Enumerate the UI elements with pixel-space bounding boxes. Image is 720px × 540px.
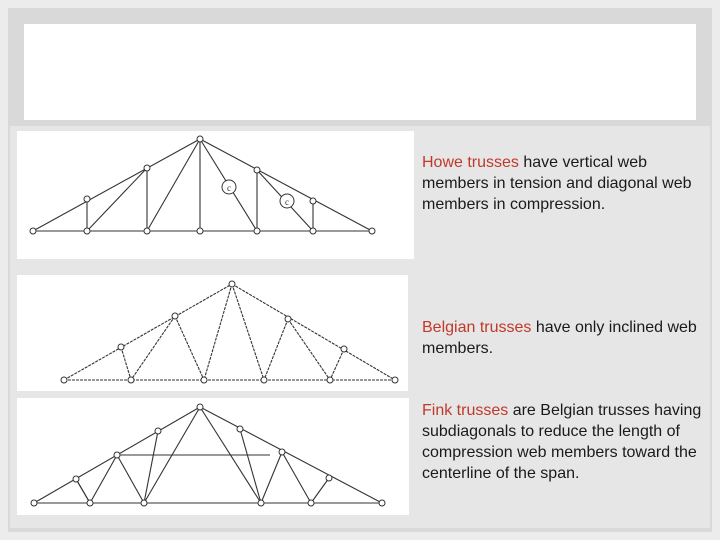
belgian-truss-drawing — [17, 275, 408, 391]
fink-term: Fink trusses — [422, 402, 509, 419]
howe-truss-drawing — [17, 131, 414, 259]
howe-description — [422, 152, 702, 215]
belgian-term: Belgian trusses — [422, 319, 532, 336]
howe-label-1: c — [227, 183, 231, 193]
fink-text: are Belgian trusses having subdiagonals to reduce the length of compression web members toward the centerline of the span. — [422, 402, 702, 482]
howe-term: Howe trusses — [422, 154, 519, 171]
howe-text: have vertical web members in tension and diagonal web members in compression. — [422, 154, 692, 213]
howe-label-2: c — [285, 197, 289, 207]
fink-description — [422, 400, 702, 484]
title-placeholder — [24, 24, 696, 120]
belgian-description — [422, 317, 702, 359]
belgian-text: have only inclined web members. — [422, 319, 697, 357]
howe-truss-diagram — [17, 131, 414, 259]
fink-truss-drawing — [17, 398, 409, 515]
belgian-truss-diagram — [17, 275, 408, 391]
fink-truss-diagram — [17, 398, 409, 515]
